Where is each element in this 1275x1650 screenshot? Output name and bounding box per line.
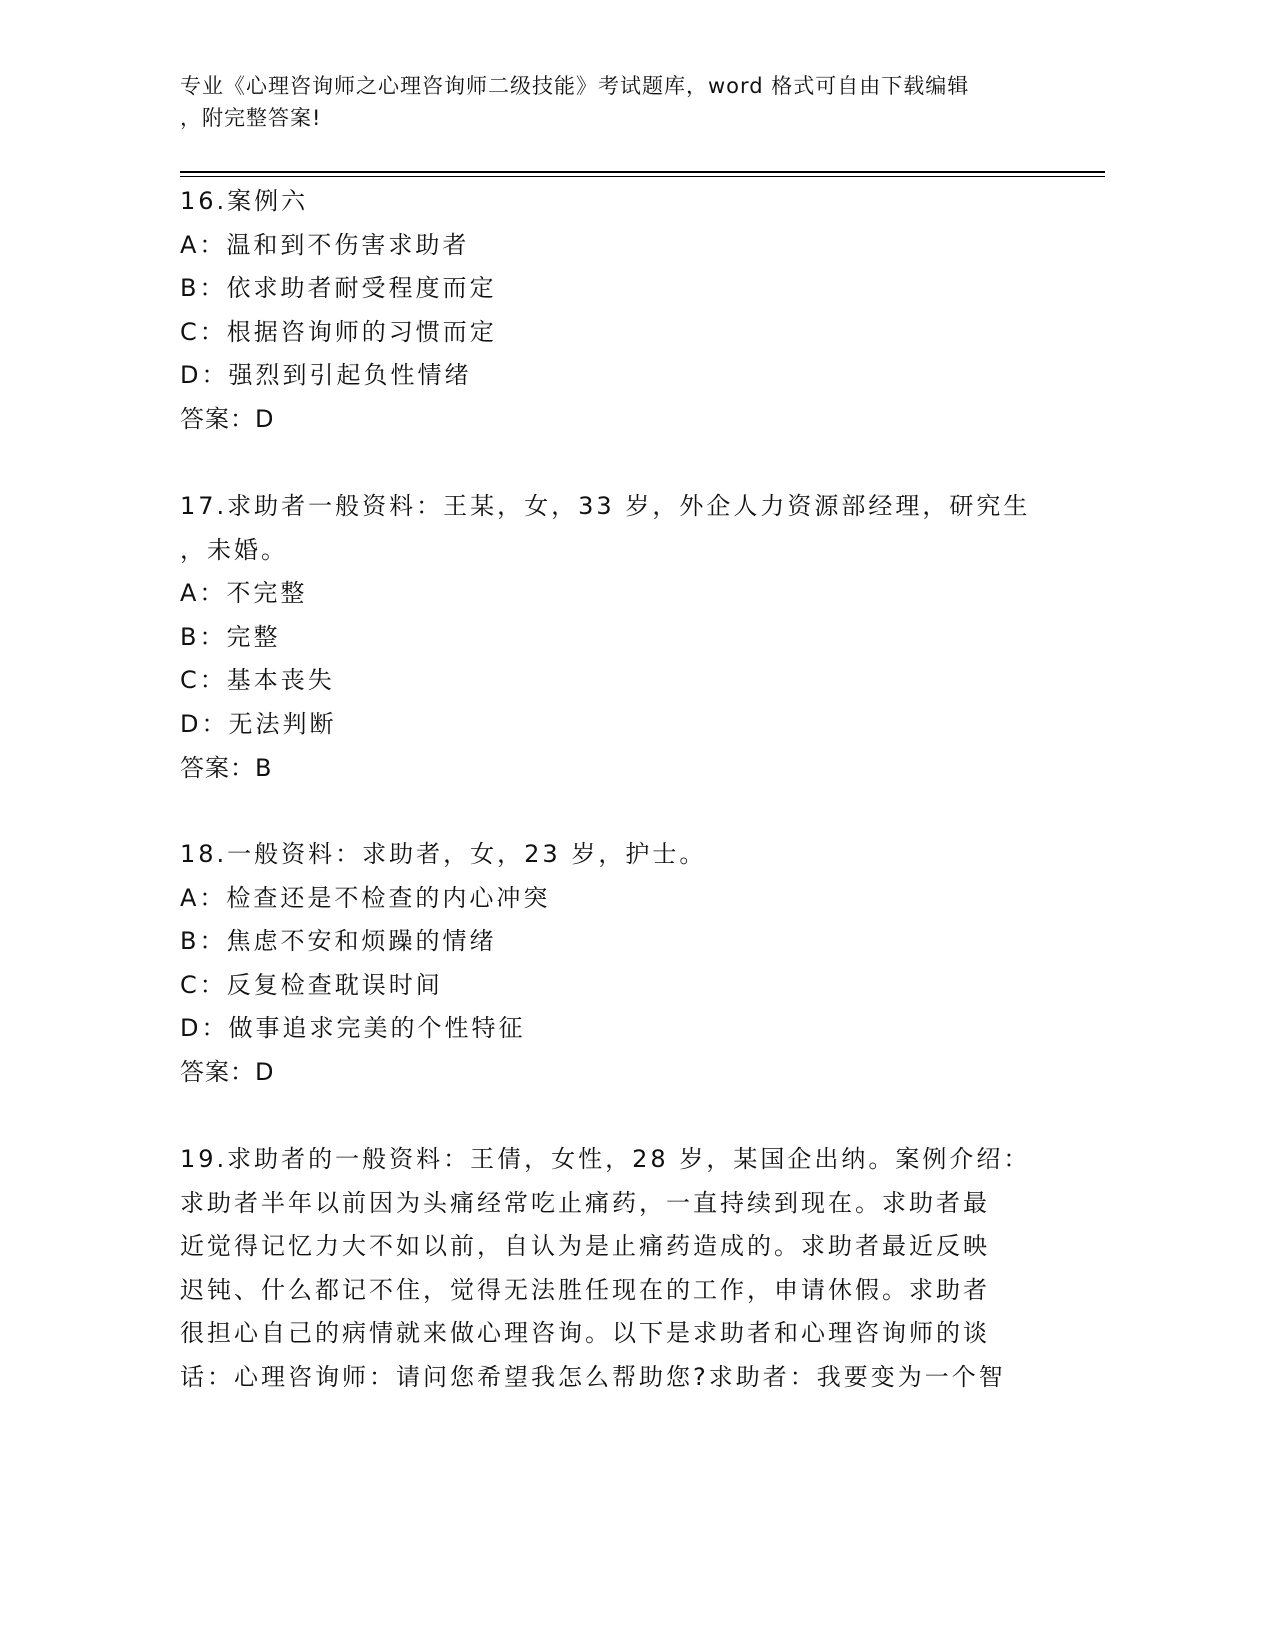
header-line: ，附完整答案! <box>180 106 322 130</box>
answer: 答案：B <box>180 753 273 782</box>
header-line: 专业《心理咨询师之心理咨询师二级技能》考试题库，word 格式可自由下载编辑 <box>180 74 970 98</box>
answer: 答案：D <box>180 1057 275 1086</box>
document-header <box>180 70 1040 134</box>
question-16 <box>180 180 1050 442</box>
question-19 <box>180 1138 1050 1400</box>
question-stem: 迟钝、什么都记不住，觉得无法胜任现在的工作，申请休假。求助者 <box>180 1275 990 1304</box>
option-b: B：完整 <box>180 622 281 651</box>
header-divider <box>180 171 1105 173</box>
question-stem: 很担心自己的病情就来做心理咨询。以下是求助者和心理咨询师的谈 <box>180 1319 990 1348</box>
question-stem: 17.求助者一般资料：王某，女，33 岁，外企人力资源部经理，研究生 <box>180 492 1031 520</box>
option-b: B：焦虑不安和烦躁的情绪 <box>180 927 497 956</box>
question-18 <box>180 833 1050 1095</box>
question-stem: 19.求助者的一般资料：王倩，女性，28 岁，某国企出纳。案例介绍： <box>180 1145 1031 1173</box>
question-stem: 18.一般资料：求助者，女，23 岁，护士。 <box>180 840 707 868</box>
option-d: D：无法判断 <box>180 709 337 738</box>
question-stem: 求助者半年以前因为头痛经常吃止痛药，一直持续到现在。求助者最 <box>180 1188 990 1217</box>
question-stem: 16.案例六 <box>180 187 309 215</box>
option-a: A：温和到不伤害求助者 <box>180 230 470 259</box>
option-d: D：强烈到引起负性情绪 <box>180 361 472 390</box>
option-c: C：根据咨询师的习惯而定 <box>180 317 497 346</box>
question-stem: 话：心理咨询师：请问您希望我怎么帮助您?求助者：我要变为一个智 <box>180 1362 1006 1391</box>
option-a: A：不完整 <box>180 579 308 608</box>
option-c: C：反复检查耽误时间 <box>180 970 443 999</box>
question-stem: 近觉得记忆力大不如以前，自认为是止痛药造成的。求助者最近反映 <box>180 1232 990 1261</box>
question-17 <box>180 485 1050 790</box>
option-c: C：基本丧失 <box>180 666 335 695</box>
header-divider <box>180 176 1105 177</box>
answer: 答案：D <box>180 404 275 433</box>
option-d: D：做事追求完美的个性特征 <box>180 1014 526 1043</box>
question-stem: ，未婚。 <box>180 535 288 564</box>
option-a: A：检查还是不检查的内心冲突 <box>180 883 551 912</box>
option-b: B：依求助者耐受程度而定 <box>180 274 497 303</box>
